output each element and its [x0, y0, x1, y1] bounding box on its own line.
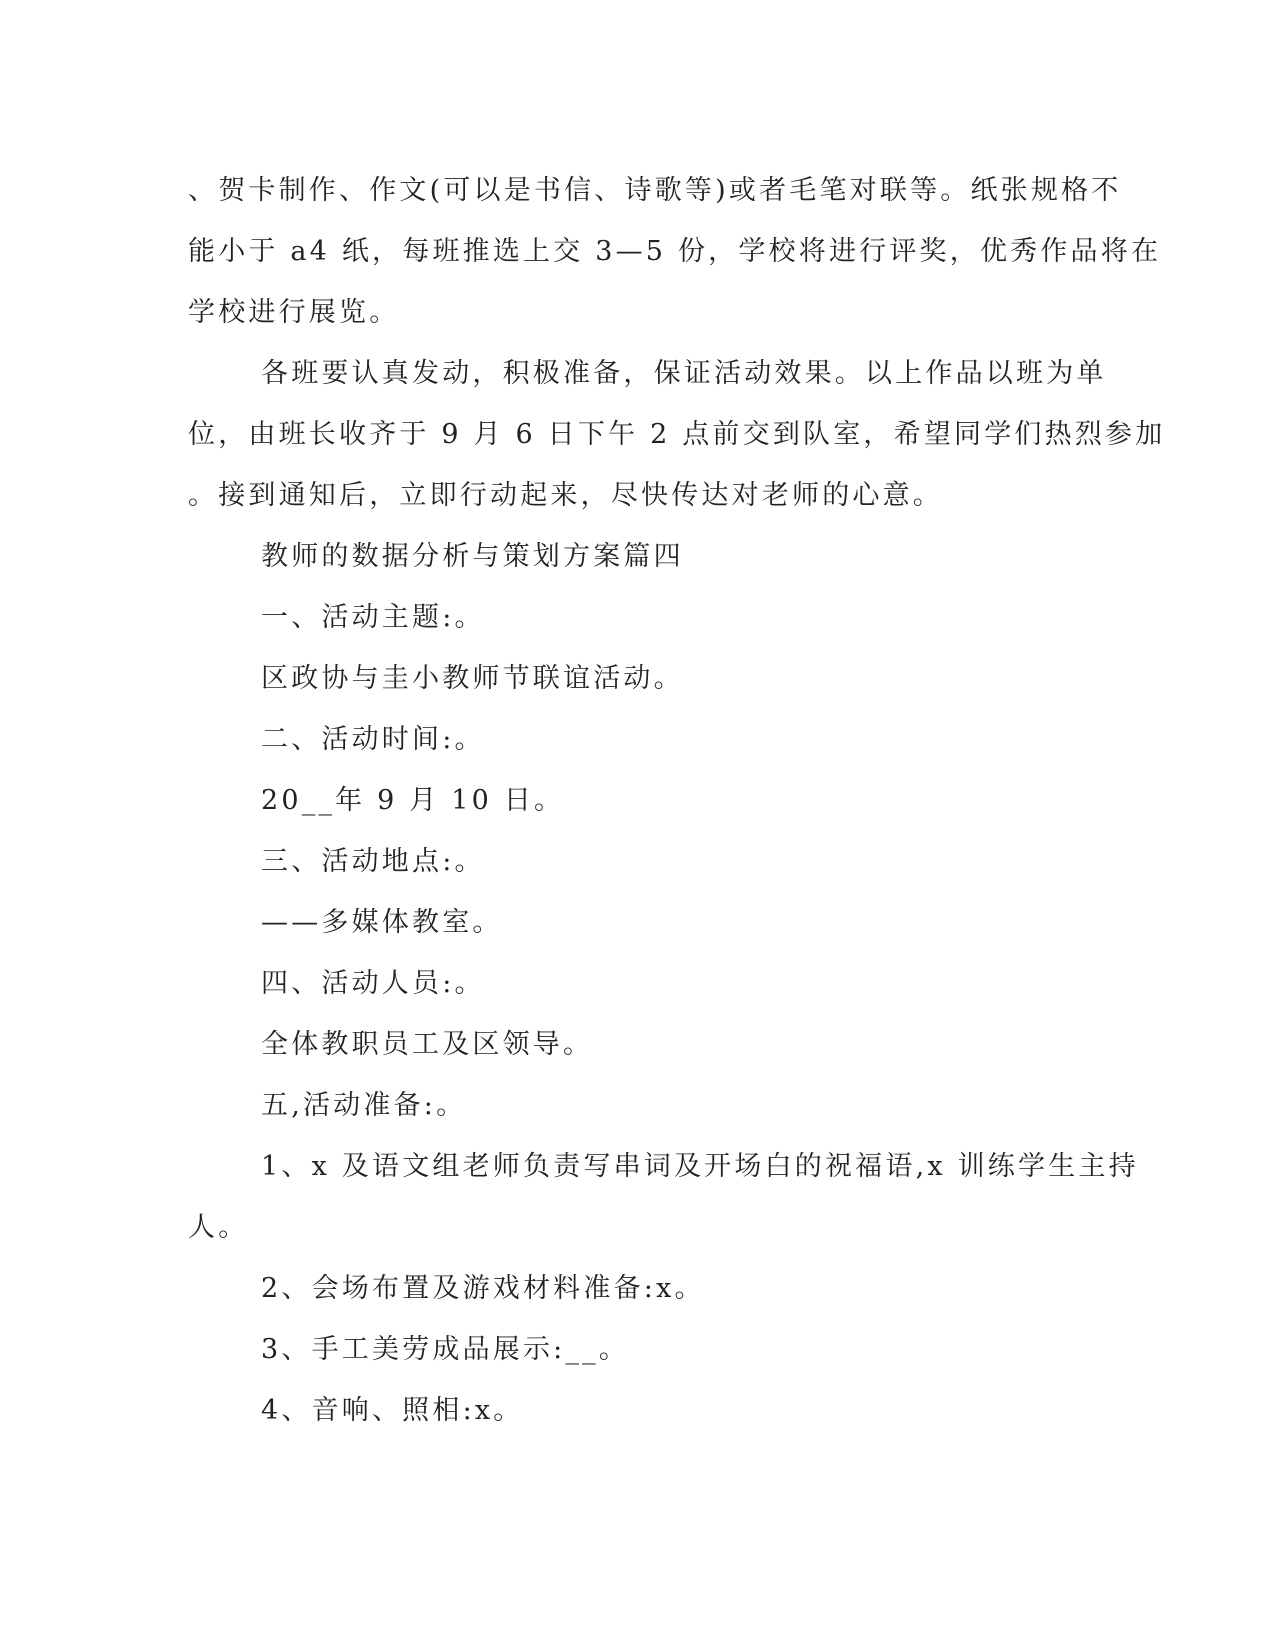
text-line: 三、活动地点:。: [261, 846, 485, 877]
paragraph: [188, 343, 1166, 526]
text-line: 学校进行展览。: [188, 297, 400, 328]
text-line: 二、活动时间:。: [261, 724, 485, 755]
paragraph: [188, 160, 1162, 343]
text-line: 20__年 9 月 10 日。: [261, 785, 565, 816]
text-line: 位，由班长收齐于 9 月 6 日下午 2 点前交到队室，希望同学们热烈参加: [188, 419, 1166, 450]
text-line: 3、手工美劳成品展示:__。: [261, 1334, 630, 1365]
text-line: ——多媒体教室。: [261, 907, 503, 938]
text-line: 四、活动人员:。: [261, 968, 485, 999]
paragraph: [188, 1014, 1083, 1075]
text-line: 1、x 及语文组老师负责写串词及开场白的祝福语,x 训练学生主持: [261, 1151, 1139, 1182]
text-line: 各班要认真发动，积极准备，保证活动效果。以上作品以班为单: [261, 358, 1107, 389]
paragraph: [188, 587, 1083, 648]
text-line: 人。: [188, 1212, 249, 1243]
paragraph: [188, 1258, 1083, 1319]
text-line: 、贺卡制作、作文(可以是书信、诗歌等)或者毛笔对联等。纸张规格不: [188, 175, 1122, 206]
text-line: 2、会场布置及游戏材料准备:x。: [261, 1273, 705, 1304]
text-line: 一、活动主题:。: [261, 602, 485, 633]
text-line: 4、音响、照相:x。: [261, 1395, 524, 1426]
paragraph: [188, 526, 1083, 587]
paragraph: [188, 770, 1083, 831]
paragraph: [188, 648, 1083, 709]
document-body: [188, 160, 1166, 1441]
paragraph: [188, 709, 1083, 770]
paragraph: [188, 1380, 1083, 1441]
text-line: 。接到通知后，立即行动起来，尽快传达对老师的心意。: [188, 480, 943, 511]
text-line: 区政协与圭小教师节联谊活动。: [261, 663, 684, 694]
text-line: 五,活动准备:。: [261, 1090, 467, 1121]
text-line: 教师的数据分析与策划方案篇四: [261, 541, 684, 572]
paragraph: [188, 1075, 1083, 1136]
paragraph: [188, 892, 1083, 953]
paragraph: [188, 1136, 1139, 1258]
paragraph: [188, 1319, 1083, 1380]
text-line: 全体教职员工及区领导。: [261, 1029, 594, 1060]
paragraph: [188, 953, 1083, 1014]
paragraph: [188, 831, 1083, 892]
text-line: 能小于 a4 纸，每班推选上交 3—5 份，学校将进行评奖，优秀作品将在: [188, 236, 1162, 267]
